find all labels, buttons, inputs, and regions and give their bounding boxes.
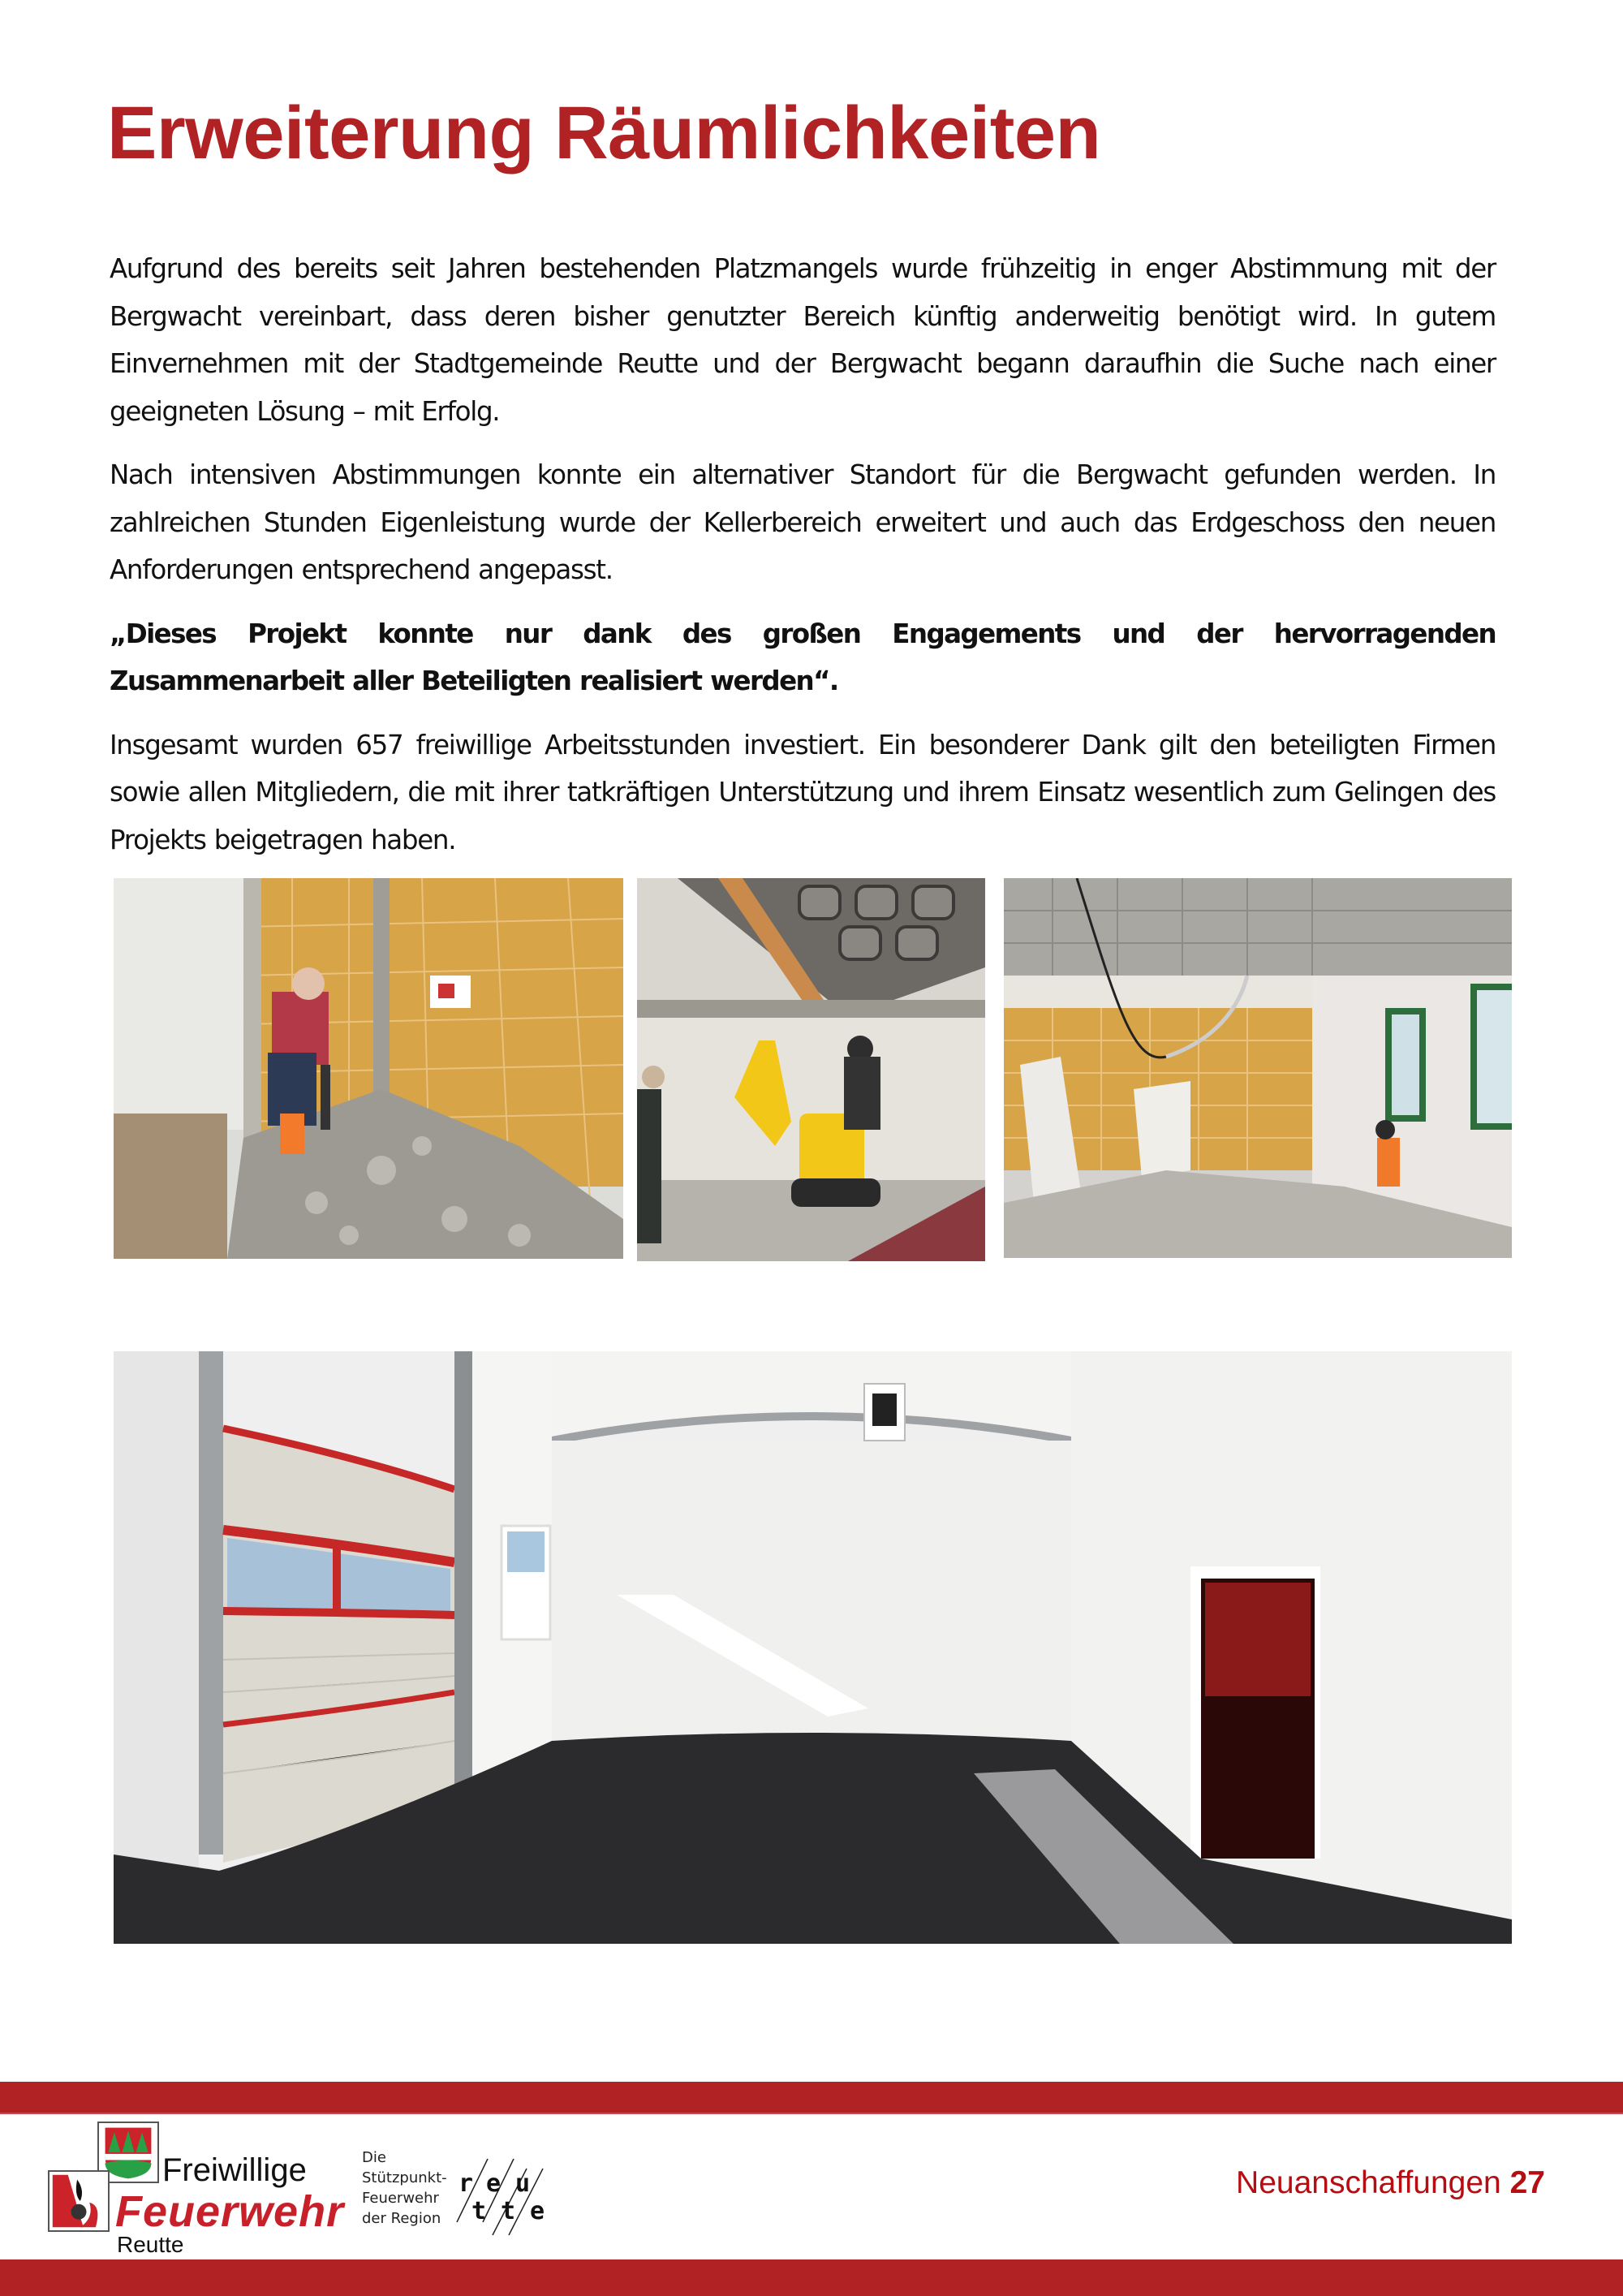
paragraph: Insgesamt wurden 657 freiwillige Arbeitsstunden investiert. Ein besonderer Dank gilt den beteiligten Firmen sowie allen Mitgliedern, die mit ihrer tatkräftigen Unterstützung und ihrem Einsatz wesentlich zum Gelingen des Projekts beigetragen haben. xyxy=(110,729,1496,855)
photo-renovated-garage xyxy=(114,1351,1512,1944)
logo-line-freiwillige: Freiwillige xyxy=(162,2152,307,2188)
mark-r: r xyxy=(458,2169,474,2198)
paragraph: Nach intensiven Abstimmungen konnte ein alternativer Standort für die Bergwacht gefunden werden. In zahlreichen Stunden Eigenleistung wurde der Kellerbereich erweitert und auch das Erdgeschoss den neuen Anforderungen entsprechend angepasst. xyxy=(110,459,1496,585)
fire-brigade-emblem-icon xyxy=(48,2170,110,2232)
photo-demolished-wall xyxy=(1004,878,1512,1258)
footer-bar-top xyxy=(0,2082,1623,2114)
footer-bar-bottom xyxy=(0,2259,1623,2296)
reutte-wordmark-icon xyxy=(455,2156,553,2237)
section-name: Neuanschaffungen xyxy=(1236,2165,1501,2200)
page-number: 27 xyxy=(1509,2165,1545,2200)
mark-e: e xyxy=(486,2169,502,2198)
paragraph: Aufgrund des bereits seit Jahren bestehenden Platzmangels wurde frühzeitig in enger Abstimmung mit der Bergwacht vereinbart, dass deren bisher genutzter Bereich künftig anderweitig benötigt wird. In gutem Einvernehmen mit der Stadtgemeinde Reutte und der Bergwacht begann daraufhin die Suche nach einer geeigneten Lösung – mit Erfolg. xyxy=(110,253,1496,427)
section-and-page-number xyxy=(1236,2165,1545,2201)
mark-t1: t xyxy=(471,2197,487,2225)
article-body xyxy=(110,245,1496,880)
mark-t2: t xyxy=(501,2197,516,2225)
photo-mini-excavator xyxy=(637,878,985,1261)
fire-brigade-logo xyxy=(45,2120,565,2258)
quote-paragraph: „Dieses Projekt konnte nur dank des großen Engagements und der hervorragenden Zusammenarbeit aller Beteiligten realisiert werden“. xyxy=(110,618,1496,696)
logo-tagline: Die Stützpunkt- Feuerwehr der Region xyxy=(362,2149,447,2227)
logo-line-feuerwehr: Feuerwehr xyxy=(115,2187,345,2236)
page-title: Erweiterung Räumlichkeiten xyxy=(107,92,1101,174)
mark-e2: e xyxy=(530,2197,545,2225)
logo-line-reutte: Reutte xyxy=(117,2232,184,2257)
photo-demolition-jackhammer xyxy=(114,878,623,1259)
mark-u: u xyxy=(515,2169,531,2198)
